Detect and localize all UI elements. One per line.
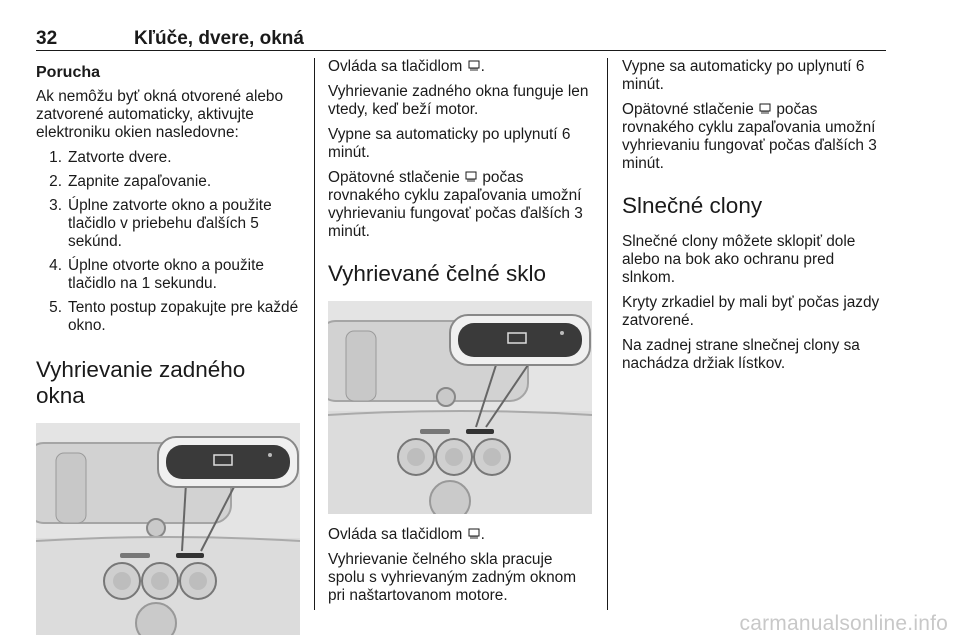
column-2 bbox=[328, 58, 592, 612]
rear-window-defrost-icon bbox=[465, 171, 477, 183]
column-divider bbox=[607, 58, 608, 610]
column-3 bbox=[622, 58, 888, 380]
rear-window-defrost-icon bbox=[468, 60, 480, 72]
steps-list bbox=[36, 149, 300, 335]
section-title-windshield: Vyhrievané čelné sklo bbox=[328, 261, 547, 286]
paragraph: Vyhrievanie čelného skla pracuje spolu s vyhrievaným zadným oknom pri naštartovanom motore. bbox=[328, 551, 577, 604]
page-header bbox=[36, 26, 886, 51]
paragraph: Ovláda sa tlačidlom . bbox=[328, 526, 485, 543]
dashboard-illustration-rear bbox=[36, 423, 300, 635]
paragraph: Ovláda sa tlačidlom . bbox=[328, 58, 485, 75]
page-number: 32 bbox=[36, 28, 58, 49]
section-title-sun-visors: Slnečné clony bbox=[622, 193, 763, 218]
list-item: 4. Úplne otvorte okno a použite tlačidlo na 1 sekundu. bbox=[49, 257, 264, 292]
paragraph: Opätovné stlačenie počas rovnakého cyklu zapaľovania umožní vyhrievaniu fungovať počas ďalších 3 minút. bbox=[622, 101, 877, 172]
paragraph: Slnečné clony môžete sklopiť dole alebo na bok ako ochranu pred slnkom. bbox=[622, 233, 856, 286]
column-divider bbox=[314, 58, 315, 610]
heading-porucha: Porucha bbox=[36, 64, 101, 81]
dashboard-illustration-windshield bbox=[328, 301, 592, 514]
paragraph: Opätovné stlačenie počas rovnakého cyklu zapaľovania umožní vyhrievaniu fungovať počas ďalších 3 minút. bbox=[328, 169, 583, 240]
paragraph: Vypne sa automaticky po uplynutí 6 minút. bbox=[328, 126, 571, 161]
paragraph: Vypne sa automaticky po uplynutí 6 minút. bbox=[622, 58, 865, 93]
list-item: 3. Úplne zatvorte okno a použite tlačidlo v priebehu ďalších 5 sekúnd. bbox=[49, 197, 272, 250]
list-item: 2. Zapnite zapaľovanie. bbox=[49, 173, 212, 190]
paragraph: Vyhrievanie zadného okna funguje len vtedy, keď beží motor. bbox=[328, 83, 589, 118]
chapter-title: Kľúče, dvere, okná bbox=[134, 28, 304, 49]
rear-window-defrost-icon bbox=[759, 103, 771, 115]
column-1 bbox=[36, 58, 300, 635]
paragraph: Na zadnej strane slnečnej clony sa nachádza držiak lístkov. bbox=[622, 337, 860, 372]
intro-paragraph: Ak nemôžu byť okná otvorené alebo zatvorené automaticky, aktivujte elektroniku okien nasledovne: bbox=[36, 88, 284, 141]
section-title-rear-window: Vyhrievanie zadného okna bbox=[36, 357, 246, 408]
windshield-defrost-icon bbox=[468, 528, 480, 540]
list-item: 1. Zatvorte dvere. bbox=[49, 149, 172, 166]
watermark: carmanualsonline.info bbox=[739, 612, 948, 635]
list-item: 5. Tento postup zopakujte pre každé okno. bbox=[49, 299, 299, 334]
paragraph: Kryty zrkadiel by mali byť počas jazdy zatvorené. bbox=[622, 294, 880, 329]
